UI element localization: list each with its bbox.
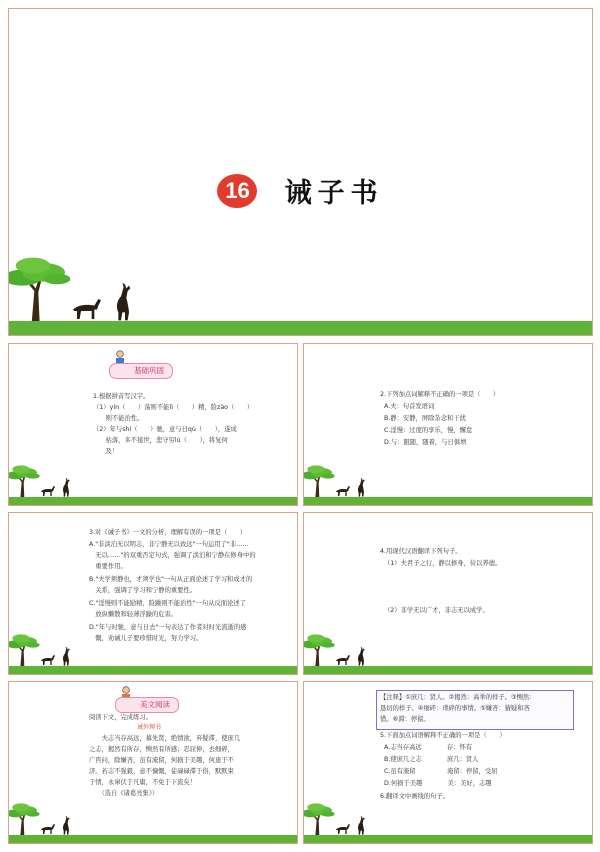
question-3-a-line-1: A."非淡泊无以明志，非宁静无以致远"一句运用了"非…… [89, 541, 249, 548]
tree-deer-illustration [9, 627, 89, 667]
grass-strip [9, 321, 592, 335]
tree-deer-illustration [304, 796, 384, 836]
section-badge-reading: 美文阅读 [115, 697, 179, 713]
exercise-1-line-1: 1.根据拼音写汉字。 [93, 393, 150, 400]
lesson-title: 诫子书 [284, 178, 384, 209]
question-3-c-line-1: C."淫慢则不能励精，险躁则不能治性"一句从反面论述了 [89, 600, 247, 607]
passage-line-2: 之志，揭然有所存，恻然有所感；忍屈伸，去细碎， [89, 746, 234, 753]
tree-deer-illustration [9, 458, 89, 498]
question-2-option-d: D.与：跟随，随着，与日俱增 [384, 439, 467, 446]
question-5-stem: 5.下面加点词语解释不正确的一项是（ ） [380, 732, 506, 739]
passage-line-1: 夫志当存高远，慕先贤，绝情欲，弃疑滞，使庶几 [89, 735, 241, 742]
passage-line-4: 济。若志不强毅，意不慷慨，徒碌碌滞于俗，默默束 [89, 768, 234, 775]
tree-deer-illustration [9, 243, 169, 323]
grass-strip [304, 497, 592, 505]
question-4-stem: 4.用现代汉语翻译下列句子。 [380, 548, 462, 555]
exercise-1-line-5: 枯落，多不接世，悲守穷lú（ ），将复何 [93, 437, 228, 444]
question-2-option-b: B.静：安静，屏除杂念和干扰 [384, 415, 466, 422]
slide-reading [8, 681, 298, 844]
exercise-1-line-3: 则不能治性。 [93, 415, 144, 422]
lesson-number-badge: 16 [217, 174, 257, 208]
reading-intro: 阅读下文，完成练习。 [89, 714, 152, 721]
passage-title: 诫外甥书 [137, 724, 162, 731]
question-5-option-c: C.虽有淹留 淹留：停留，受屈 [384, 768, 498, 775]
question-2-stem: 2.下列加点词解释不正确的一项是（ ） [380, 391, 500, 398]
grass-strip [304, 835, 592, 843]
question-3-a-line-3: 重要作用。 [89, 563, 127, 570]
slide-basic-practice [8, 343, 298, 506]
passage-line-3: 广咨问，除嫌吝，虽有淹留，何损于美趣，何患于不 [89, 757, 234, 764]
section-badge-basic: 基础巩固 [109, 363, 173, 379]
tree-deer-illustration [304, 627, 384, 667]
grass-strip [304, 666, 592, 674]
question-3-b-line-2: 关系，强调了学习和宁静的重要性。 [89, 587, 197, 594]
grass-strip [9, 666, 297, 674]
exercise-1-line-2: （1）yín（ ）荡则不能lì（ ）精，险zào（ ） [93, 404, 254, 411]
slide-question-3 [8, 512, 298, 675]
title-slide [8, 8, 593, 336]
question-3-d-line-2: 慨，劝诫儿子要珍惜时光，努力学习。 [89, 635, 203, 642]
tree-deer-illustration [9, 796, 89, 836]
tree-deer-illustration [304, 458, 384, 498]
grass-strip [9, 835, 297, 843]
question-3-d-line-1: D."年与时驰，意与日去"一句表达了作者对时光流逝的感 [89, 624, 247, 631]
question-2-option-c: C.淫慢：过度的享乐，慢，懈怠 [384, 427, 473, 434]
exercise-1-line-6: 及！ [93, 448, 119, 455]
question-3-a-line-2: 无以……"的双重否定句式，强调了淡泊和宁静在修身中的 [89, 552, 256, 559]
notes-line-1: 【注释】①庶几：贤人。②揭然：高举的样子。③恻然： [380, 694, 536, 701]
slide-question-4 [303, 512, 593, 675]
question-3-b-line-1: B."夫学须静也，才须学也"一句从正面论述了学习和成才的 [89, 576, 253, 583]
question-2-option-a: A.夫：句首发语词 [384, 403, 435, 410]
question-5-option-b: B.使庶几之志 庶几：贤人 [384, 756, 479, 763]
slide-question-2 [303, 343, 593, 506]
question-5-option-d: D.何损于美趣 美：美好，志趣 [384, 780, 492, 787]
question-3-stem: 3.对《诫子书》一文的分析，理解有误的一项是（ ） [89, 529, 247, 536]
question-6-stem: 6.翻译文中画线的句子。 [380, 793, 449, 800]
notes-line-2: 恳切的样子。④细碎：琐碎的事情。⑤嫌吝：猜疑和吝 [380, 705, 530, 712]
slide-notes-questions [303, 681, 593, 844]
passage-line-5: 于情，永窜伏于凡庸，不免于下流矣！ [89, 779, 197, 786]
question-4-item-2: （2）非学无以广才，非志无以成学。 [384, 607, 489, 614]
notes-line-3: 惜。⑥滞：停留。 [380, 716, 430, 723]
passage-source: （选自《诸葛亮集》） [89, 790, 159, 797]
question-5-option-a: A.志当存高远 存：怀有 [384, 744, 473, 751]
grass-strip [9, 497, 297, 505]
question-4-item-1: （1）夫君子之行，静以修身，俭以养德。 [384, 560, 502, 567]
exercise-1-line-4: （2）年与shí（ ）驰，意与日qù（ ），遂成 [93, 426, 237, 433]
question-3-c-line-2: 放纵懒散和轻薄浮躁的危害。 [89, 611, 178, 618]
lesson-title-row [9, 171, 592, 210]
